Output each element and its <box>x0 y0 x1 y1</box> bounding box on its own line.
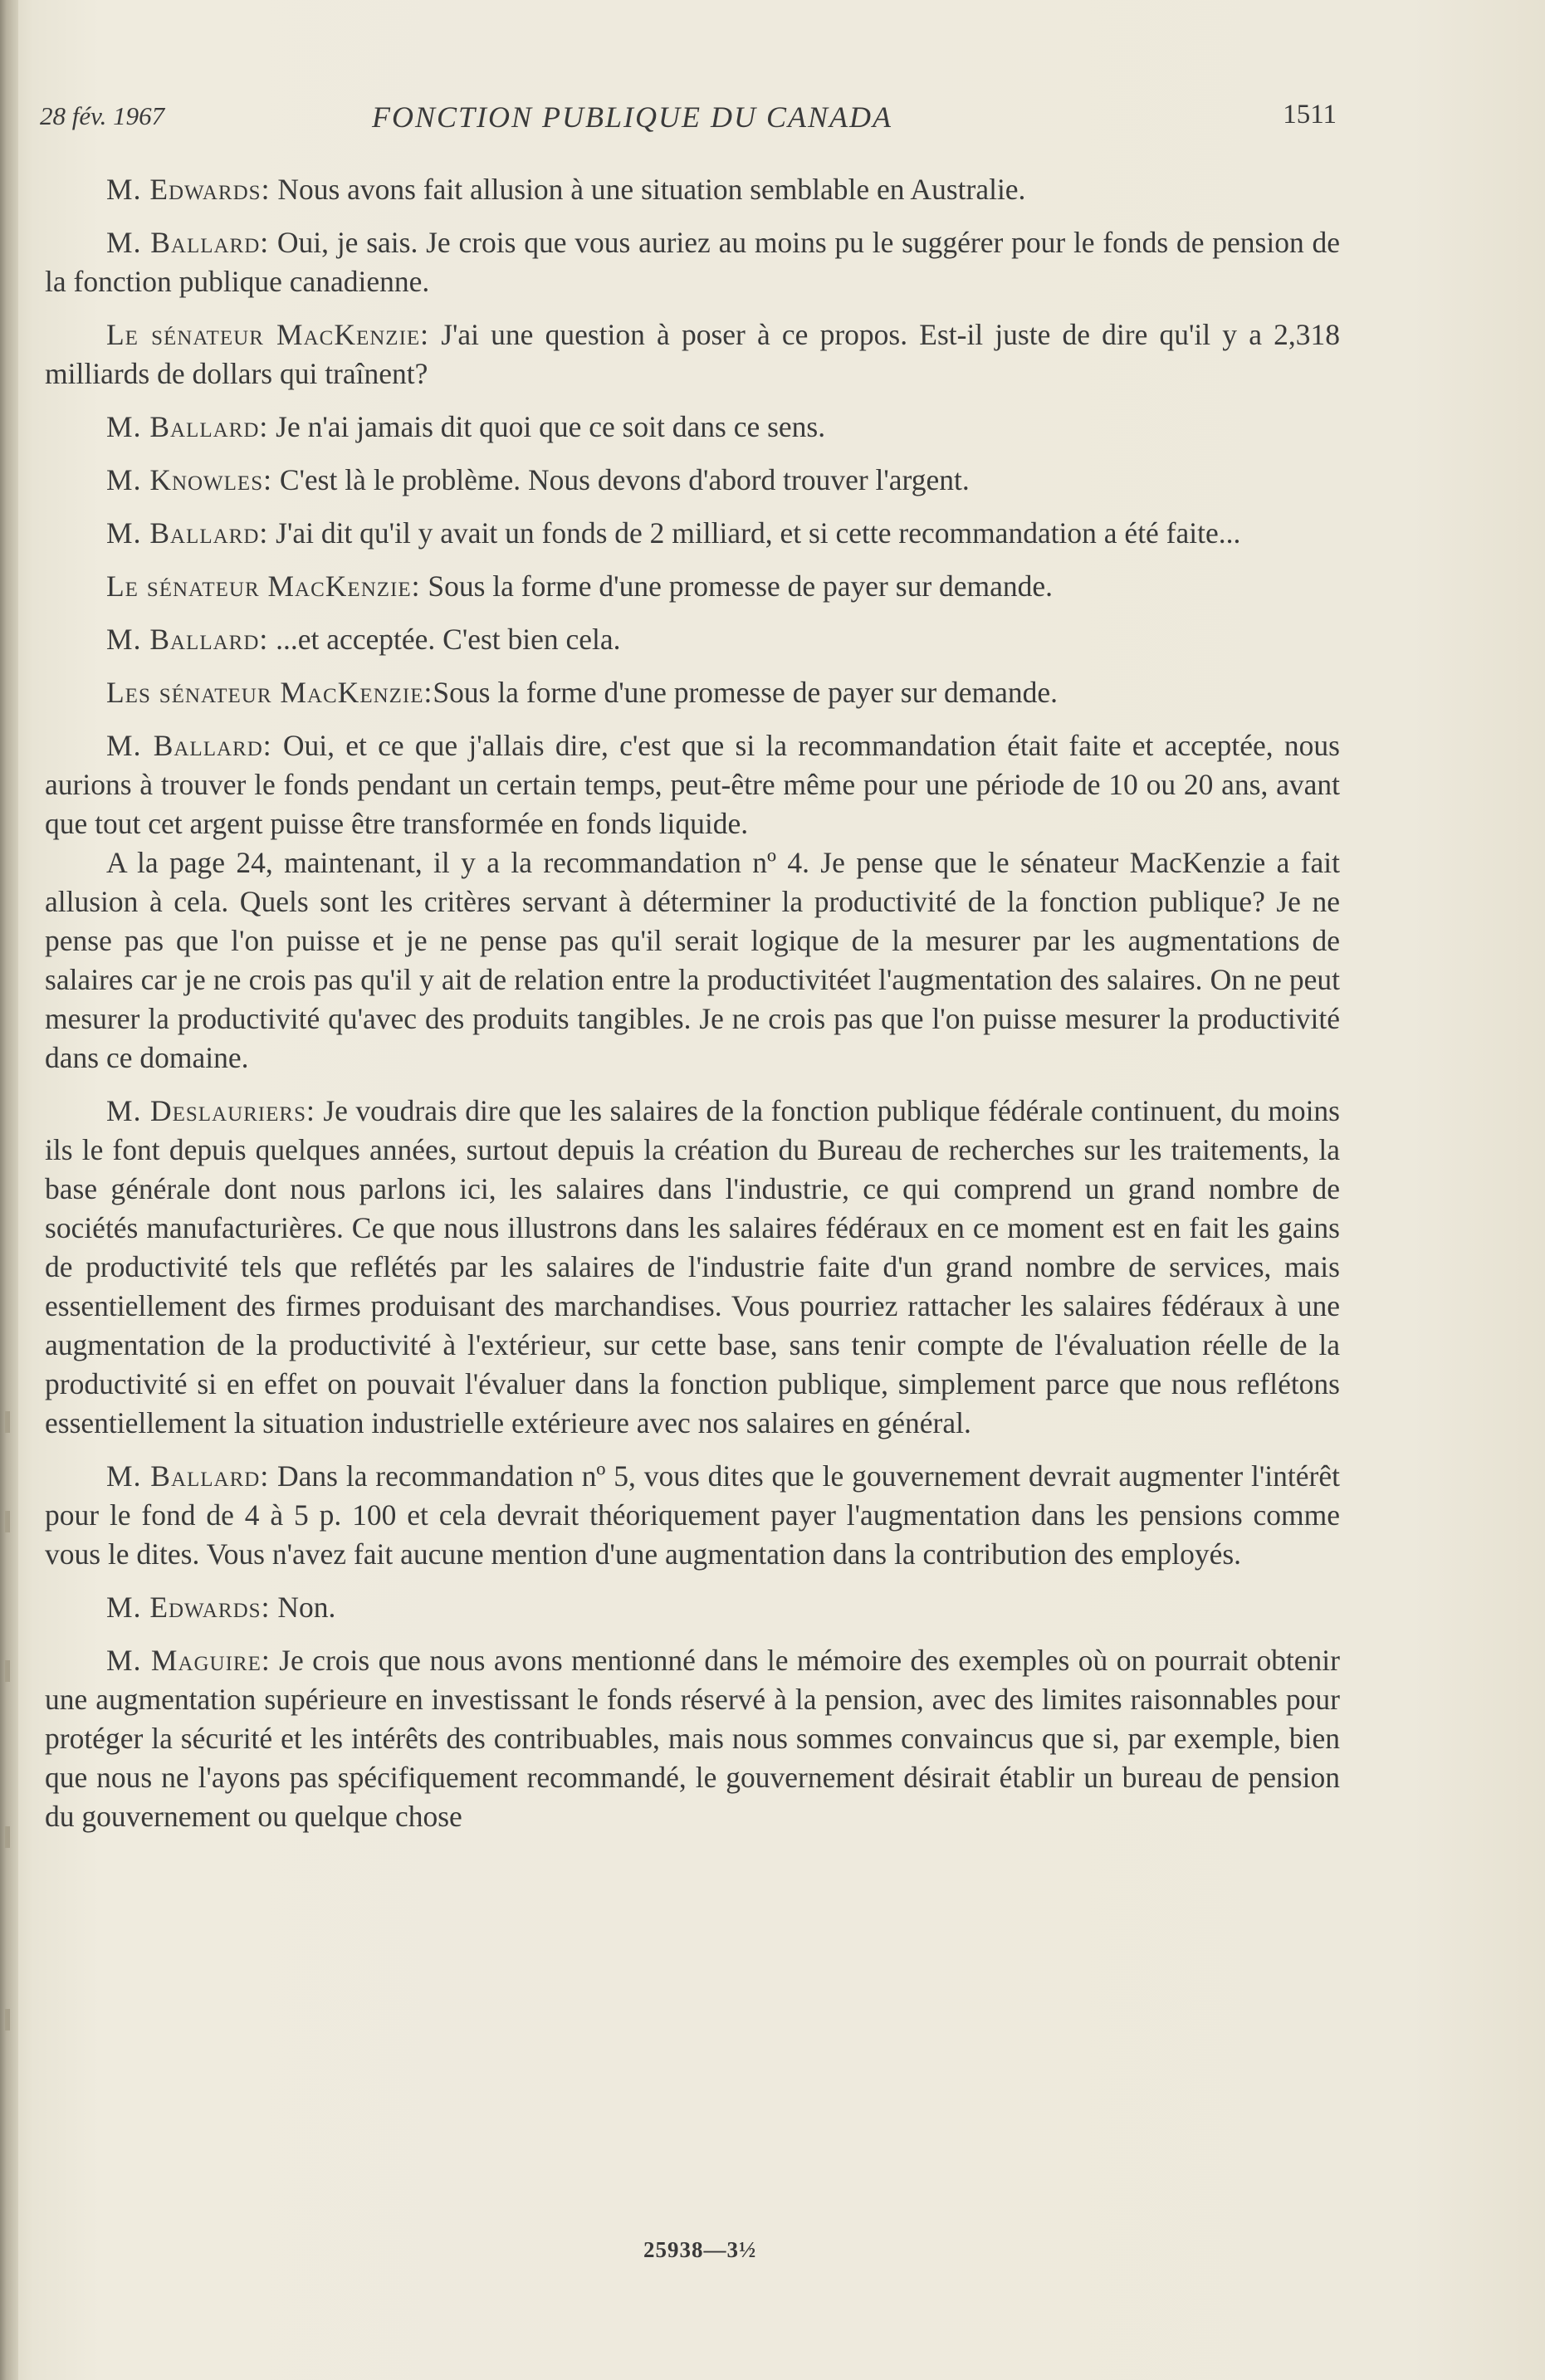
paragraph <box>45 170 1340 209</box>
paragraph-text: Je n'ai jamais dit quoi que ce soit dans ce sens. <box>268 410 826 443</box>
paragraph-text: J'ai une question à poser à ce propos. Est-il juste de dire qu'il y a 2,318 milliards de dollars qui traînent? <box>45 318 1340 390</box>
paragraph-text: J'ai dit qu'il y avait un fonds de 2 milliard, et si cette recommandation a été faite... <box>268 516 1241 550</box>
spine-mark <box>5 1411 10 1433</box>
speaker-name: M. Ballard: <box>106 226 270 259</box>
paragraph <box>45 567 1340 606</box>
spine-mark <box>5 1511 10 1532</box>
paragraph <box>45 514 1340 553</box>
speaker-name: Le sénateur MacKenzie: <box>106 318 430 351</box>
speaker-name: M. Knowles: <box>106 463 272 496</box>
book-spine <box>0 0 18 2380</box>
header-date: 28 fév. 1967 <box>40 101 165 130</box>
paragraph-text: Oui, je sais. Je crois que vous auriez au moins pu le suggérer pour le fonds de pension de la fonction publique canadienne. <box>45 226 1340 298</box>
speaker-name: M. Maguire: <box>106 1644 271 1677</box>
paragraph <box>45 726 1340 843</box>
paragraph-text: C'est là le problème. Nous devons d'abord trouver l'argent. <box>271 463 970 496</box>
page-header <box>40 93 1337 143</box>
paragraph <box>45 1588 1340 1627</box>
speaker-name: M. Ballard: <box>106 1459 270 1493</box>
paragraph <box>45 1457 1340 1574</box>
page-number: 1511 <box>1283 100 1337 130</box>
paragraph-text: ...et acceptée. C'est bien cela. <box>268 623 621 656</box>
transcript-body <box>45 170 1340 1850</box>
paragraph-text: Sous la forme d'une promesse de payer sur demande. <box>433 676 1059 709</box>
paragraph <box>45 223 1340 301</box>
speaker-name: M. Ballard: <box>106 516 269 550</box>
paragraph-text: Je crois que nous avons mentionné dans le mémoire des exemples où on pourrait obtenir une augmentation supérieure en investissant le fonds réservé à la pension, avec des limites raisonnables pour protéger la sécurité et les intérêts des contribuables, mais nous sommes convaincus que si, par exemple, bien que nous ne l'ayons pas spécifiquement recommandé, le gouvernement désirait établir un bureau de pension du gouvernement ou quelque chose <box>45 1644 1340 1833</box>
speaker-name: Les sénateur MacKenzie: <box>106 676 433 709</box>
paragraph <box>45 843 1340 1078</box>
paragraph <box>45 461 1340 500</box>
paragraph-text: Dans la recommandation nº 5, vous dites que le gouvernement devrait augmenter l'intérêt pour le fond de 4 à 5 p. 100 et cela devrait théoriquement payer l'augmentation dans les pensions comme vous le dites. Vous n'avez fait aucune mention d'une augmentation dans la contribution des employés. <box>45 1459 1340 1571</box>
paragraph <box>45 408 1340 447</box>
speaker-name: M. Edwards: <box>106 173 271 206</box>
paragraph-text: Oui, et ce que j'allais dire, c'est que si la recommandation était faite et acceptée, nous aurions à trouver le fonds pendant un certain temps, peut-être même pour une période de 10 ou 20 ans, avant que tout cet argent puisse être transformée en fonds liquide. <box>45 729 1340 840</box>
speaker-name: M. Ballard: <box>106 410 269 443</box>
paragraph-text: Nous avons fait allusion à une situation semblable en Australie. <box>270 173 1026 206</box>
speaker-name: M. Edwards: <box>106 1591 271 1624</box>
paragraph <box>45 1092 1340 1443</box>
paragraph-text: A la page 24, maintenant, il y a la recommandation nº 4. Je pense que le sénateur MacKenzie a fait allusion à cela. Quels sont les critères servant à déterminer la productivité de la fonction publique? Je ne pense pas que l'on puisse et je ne pense pas qu'il serait logique de la mesurer par les augmentations de salaires car je ne crois pas qu'il y ait de relation entre la productivitéet l'augmentation des salaires. On ne peut mesurer la productivité qu'avec des produits tangibles. Je ne crois pas que l'on puisse mesurer la productivité dans ce domaine. <box>45 846 1340 1074</box>
paragraph-text: Non. <box>270 1591 336 1624</box>
speaker-name: M. Ballard: <box>106 729 272 762</box>
paragraph <box>45 315 1340 393</box>
speaker-name: M. Deslauriers: <box>106 1094 315 1127</box>
spine-mark <box>5 1826 10 1848</box>
spine-mark <box>5 2009 10 2031</box>
paragraph-text: Je voudrais dire que les salaires de la fonction publique fédérale continuent, du moins ils le font depuis quelques années, surtout depuis la création du Bureau de recherches sur les traitements, la base générale dont nous parlons ici, les salaires dans l'industrie, ce qui comprend un grand nombre de sociétés manufacturières. Ce que nous illustrons dans les salaires fédéraux en ce moment est en fait les gains de productivité tels que reflétés par les salaires de l'industrie faite d'un grand nombre de services, mais essentiellement des firmes produisant des marchandises. Vous pourriez rattacher les salaires fédéraux à une augmentation de la productivité à l'extérieur, sur cette base, sans tenir compte de l'évaluation réelle de la productivité si en effet on pouvait l'évaluer dans la fonction publique, simplement parce que nous reflétons essentiellement la situation industrielle extérieure avec nos salaires en général. <box>45 1094 1340 1439</box>
speaker-name: M. Ballard: <box>106 623 269 656</box>
paragraph <box>45 620 1340 659</box>
paragraph <box>45 1641 1340 1836</box>
paragraph-text: Sous la forme d'une promesse de payer sur demande. <box>420 569 1054 603</box>
paragraph <box>45 673 1340 712</box>
spine-mark <box>5 1660 10 1682</box>
header-title: FONCTION PUBLIQUE DU CANADA <box>372 100 892 134</box>
footer-code: 25938—3½ <box>643 2237 757 2262</box>
speaker-name: Le sénateur MacKenzie: <box>106 569 421 603</box>
